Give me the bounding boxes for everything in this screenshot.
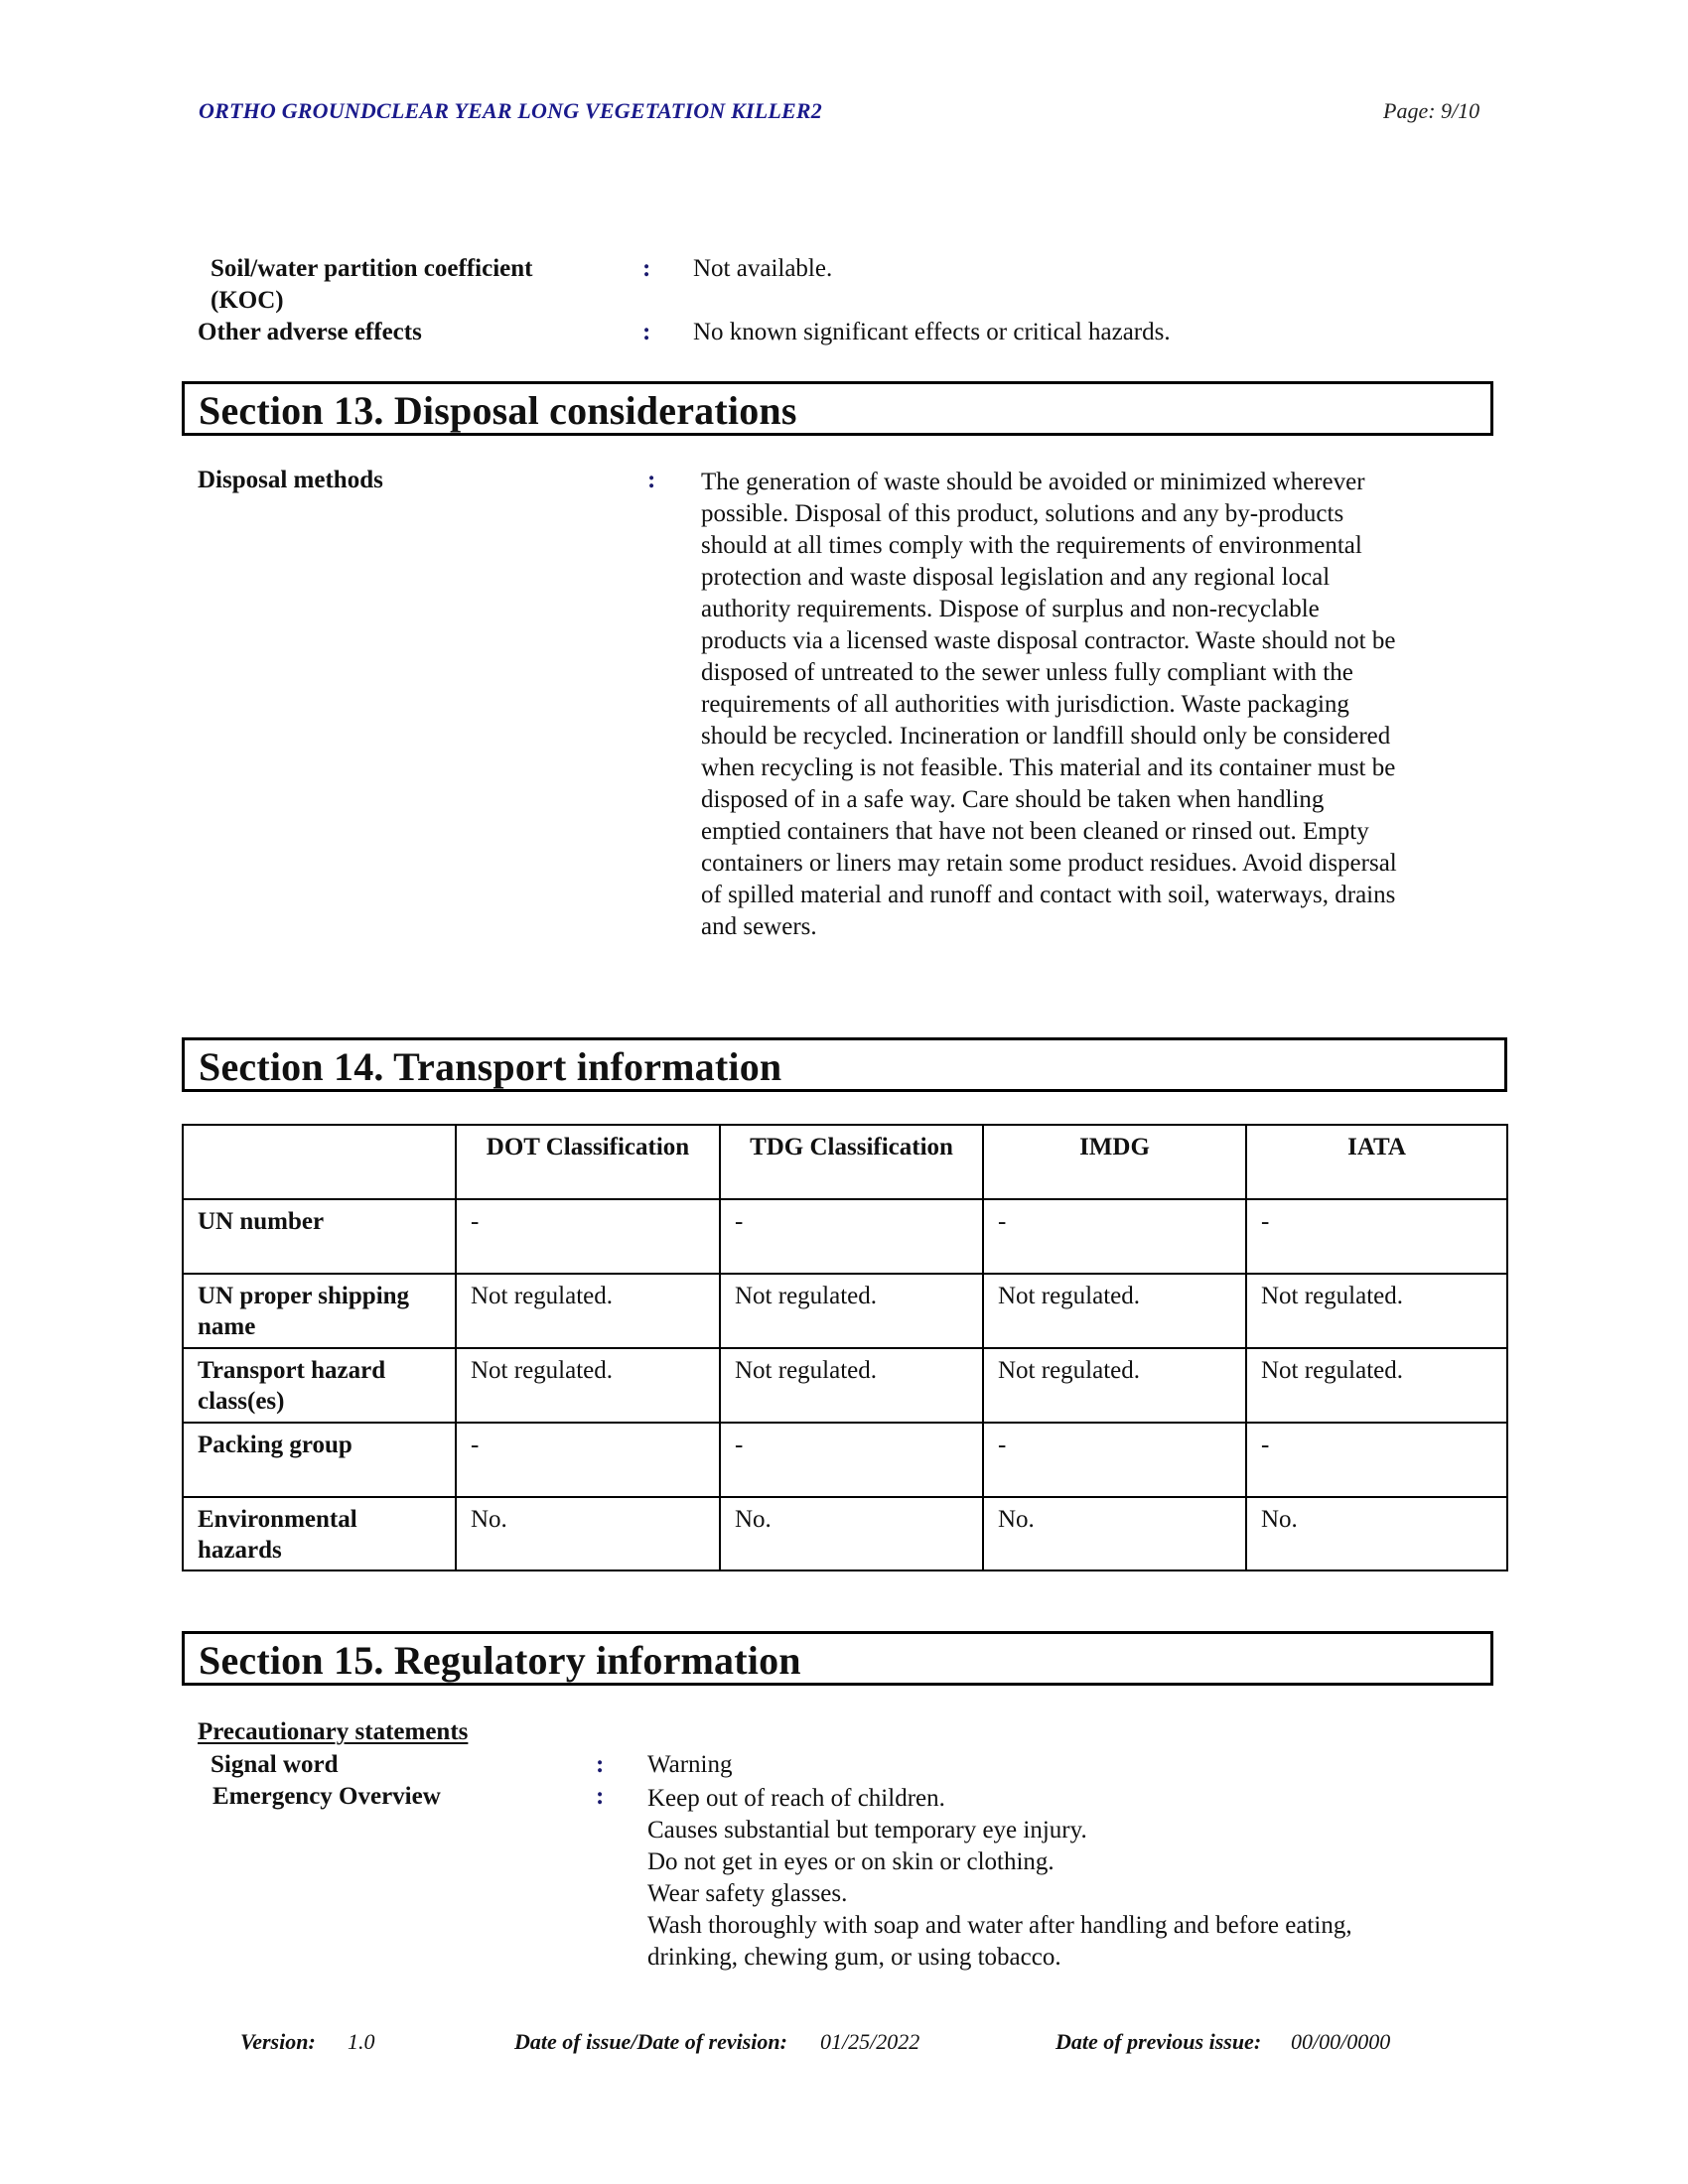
cell-iata: Not regulated.	[1246, 1274, 1507, 1348]
emergency-line: Do not get in eyes or on skin or clothing.	[647, 1848, 1055, 1875]
emergency-line: Causes substantial but temporary eye injury.	[647, 1817, 1087, 1843]
cell-tdg: -	[720, 1423, 983, 1497]
section-13-header	[182, 381, 1493, 436]
koc-colon: :	[642, 255, 651, 282]
row-label-packing-group: Packing group	[183, 1423, 456, 1497]
cell-dot: -	[456, 1423, 720, 1497]
disposal-line: containers or liners may retain some product residues. Avoid dispersal	[701, 850, 1397, 877]
column-header-iata: IATA	[1246, 1125, 1507, 1199]
other-adverse-effects-value: No known significant effects or critical hazards.	[693, 319, 1171, 345]
signal-word-colon: :	[596, 1751, 605, 1778]
emergency-line: Wash thoroughly with soap and water after handling and before eating,	[647, 1912, 1352, 1939]
row-label-un-number: UN number	[183, 1199, 456, 1274]
disposal-line: and sewers.	[701, 913, 817, 940]
cell-tdg: No.	[720, 1497, 983, 1570]
emergency-line: drinking, chewing gum, or using tobacco.	[647, 1944, 1061, 1971]
section-15-title: Section 15. Regulatory information	[199, 1638, 801, 1683]
disposal-line: protection and waste disposal legislation and any regional local	[701, 564, 1331, 591]
footer-issue-value: 01/25/2022	[820, 2029, 920, 2054]
signal-word-label: Signal word	[211, 1751, 339, 1778]
version-label: Version:	[240, 2029, 316, 2054]
previous-issue-label: Date of previous issue:	[1055, 2029, 1262, 2054]
disposal-line: emptied containers that have not been cleaned or rinsed out. Empty	[701, 818, 1369, 845]
cell-iata: No.	[1246, 1497, 1507, 1570]
disposal-methods-label: Disposal methods	[198, 467, 383, 493]
cell-imdg: Not regulated.	[983, 1274, 1246, 1348]
disposal-line: possible. Disposal of this product, solutions and any by-products	[701, 500, 1344, 527]
section-15-header	[182, 1631, 1493, 1686]
footer-version-label	[240, 2029, 316, 2055]
cell-imdg: Not regulated.	[983, 1348, 1246, 1423]
emergency-line: Wear safety glasses.	[647, 1880, 848, 1907]
row-label-environmental-hazards: Environmental hazards	[183, 1497, 456, 1570]
cell-imdg: No.	[983, 1497, 1246, 1570]
emergency-overview-colon: :	[596, 1783, 605, 1810]
disposal-line: authority requirements. Dispose of surplus and non-recyclable	[701, 596, 1320, 622]
other-adverse-effects-label: Other adverse effects	[198, 319, 422, 345]
cell-imdg: -	[983, 1423, 1246, 1497]
row-label-hazard-class: Transport hazard class(es)	[183, 1348, 456, 1423]
table-row	[183, 1199, 1507, 1274]
emergency-overview-text	[647, 1783, 1352, 1974]
disposal-line: The generation of waste should be avoided or minimized wherever	[701, 469, 1365, 495]
koc-label: Soil/water partition coefficient	[211, 255, 533, 282]
cell-dot: Not regulated.	[456, 1348, 720, 1423]
koc-label-cont: (KOC)	[211, 287, 284, 314]
column-header-blank	[183, 1125, 456, 1199]
cell-iata: Not regulated.	[1246, 1348, 1507, 1423]
table-row	[183, 1274, 1507, 1348]
cell-tdg: Not regulated.	[720, 1274, 983, 1348]
table-row	[183, 1348, 1507, 1423]
footer-previous-value: 00/00/0000	[1291, 2029, 1391, 2054]
disposal-line: products via a licensed waste disposal contractor. Waste should not be	[701, 627, 1396, 654]
section-13-title: Section 13. Disposal considerations	[199, 388, 797, 433]
issue-label: Date of issue/Date of revision:	[514, 2029, 787, 2054]
cell-dot: Not regulated.	[456, 1274, 720, 1348]
disposal-line: of spilled material and runoff and contact with soil, waterways, drains	[701, 882, 1396, 908]
disposal-line: should at all times comply with the requirements of environmental	[701, 532, 1362, 559]
koc-value: Not available.	[693, 255, 833, 282]
precautionary-statements-heading: Precautionary statements	[198, 1718, 469, 1745]
cell-iata: -	[1246, 1423, 1507, 1497]
table-row	[183, 1497, 1507, 1570]
table-header-row	[183, 1125, 1507, 1199]
footer-issue-label	[514, 2029, 787, 2055]
page-number: Page: 9/10	[1383, 98, 1480, 123]
disposal-line: requirements of all authorities with jurisdiction. Waste packaging	[701, 691, 1349, 718]
disposal-line: should be recycled. Incineration or landfill should only be considered	[701, 723, 1391, 750]
cell-dot: -	[456, 1199, 720, 1274]
footer-previous-label	[1055, 2029, 1261, 2055]
table-row	[183, 1423, 1507, 1497]
disposal-line: disposed of in a safe way. Care should be taken when handling	[701, 786, 1325, 813]
cell-tdg: -	[720, 1199, 983, 1274]
transport-table	[182, 1124, 1508, 1571]
column-header-tdg: TDG Classification	[720, 1125, 983, 1199]
cell-imdg: -	[983, 1199, 1246, 1274]
column-header-imdg: IMDG	[983, 1125, 1246, 1199]
disposal-line: disposed of untreated to the sewer unless fully compliant with the	[701, 659, 1353, 686]
section-14-header	[182, 1037, 1507, 1092]
disposal-methods-text	[701, 467, 1495, 943]
row-label-shipping-name: UN proper shipping name	[183, 1274, 456, 1348]
cell-dot: No.	[456, 1497, 720, 1570]
emergency-overview-label: Emergency Overview	[212, 1783, 441, 1810]
column-header-dot: DOT Classification	[456, 1125, 720, 1199]
section-14-title: Section 14. Transport information	[199, 1044, 782, 1089]
document-title: ORTHO GROUNDCLEAR YEAR LONG VEGETATION KILLER2	[199, 98, 822, 123]
disposal-line: when recycling is not feasible. This material and its container must be	[701, 754, 1396, 781]
signal-word-value: Warning	[647, 1751, 733, 1778]
other-adverse-effects-colon: :	[642, 319, 651, 345]
disposal-methods-colon: :	[647, 467, 656, 493]
cell-iata: -	[1246, 1199, 1507, 1274]
emergency-line: Keep out of reach of children.	[647, 1785, 945, 1812]
footer-version-value: 1.0	[348, 2029, 375, 2054]
cell-tdg: Not regulated.	[720, 1348, 983, 1423]
